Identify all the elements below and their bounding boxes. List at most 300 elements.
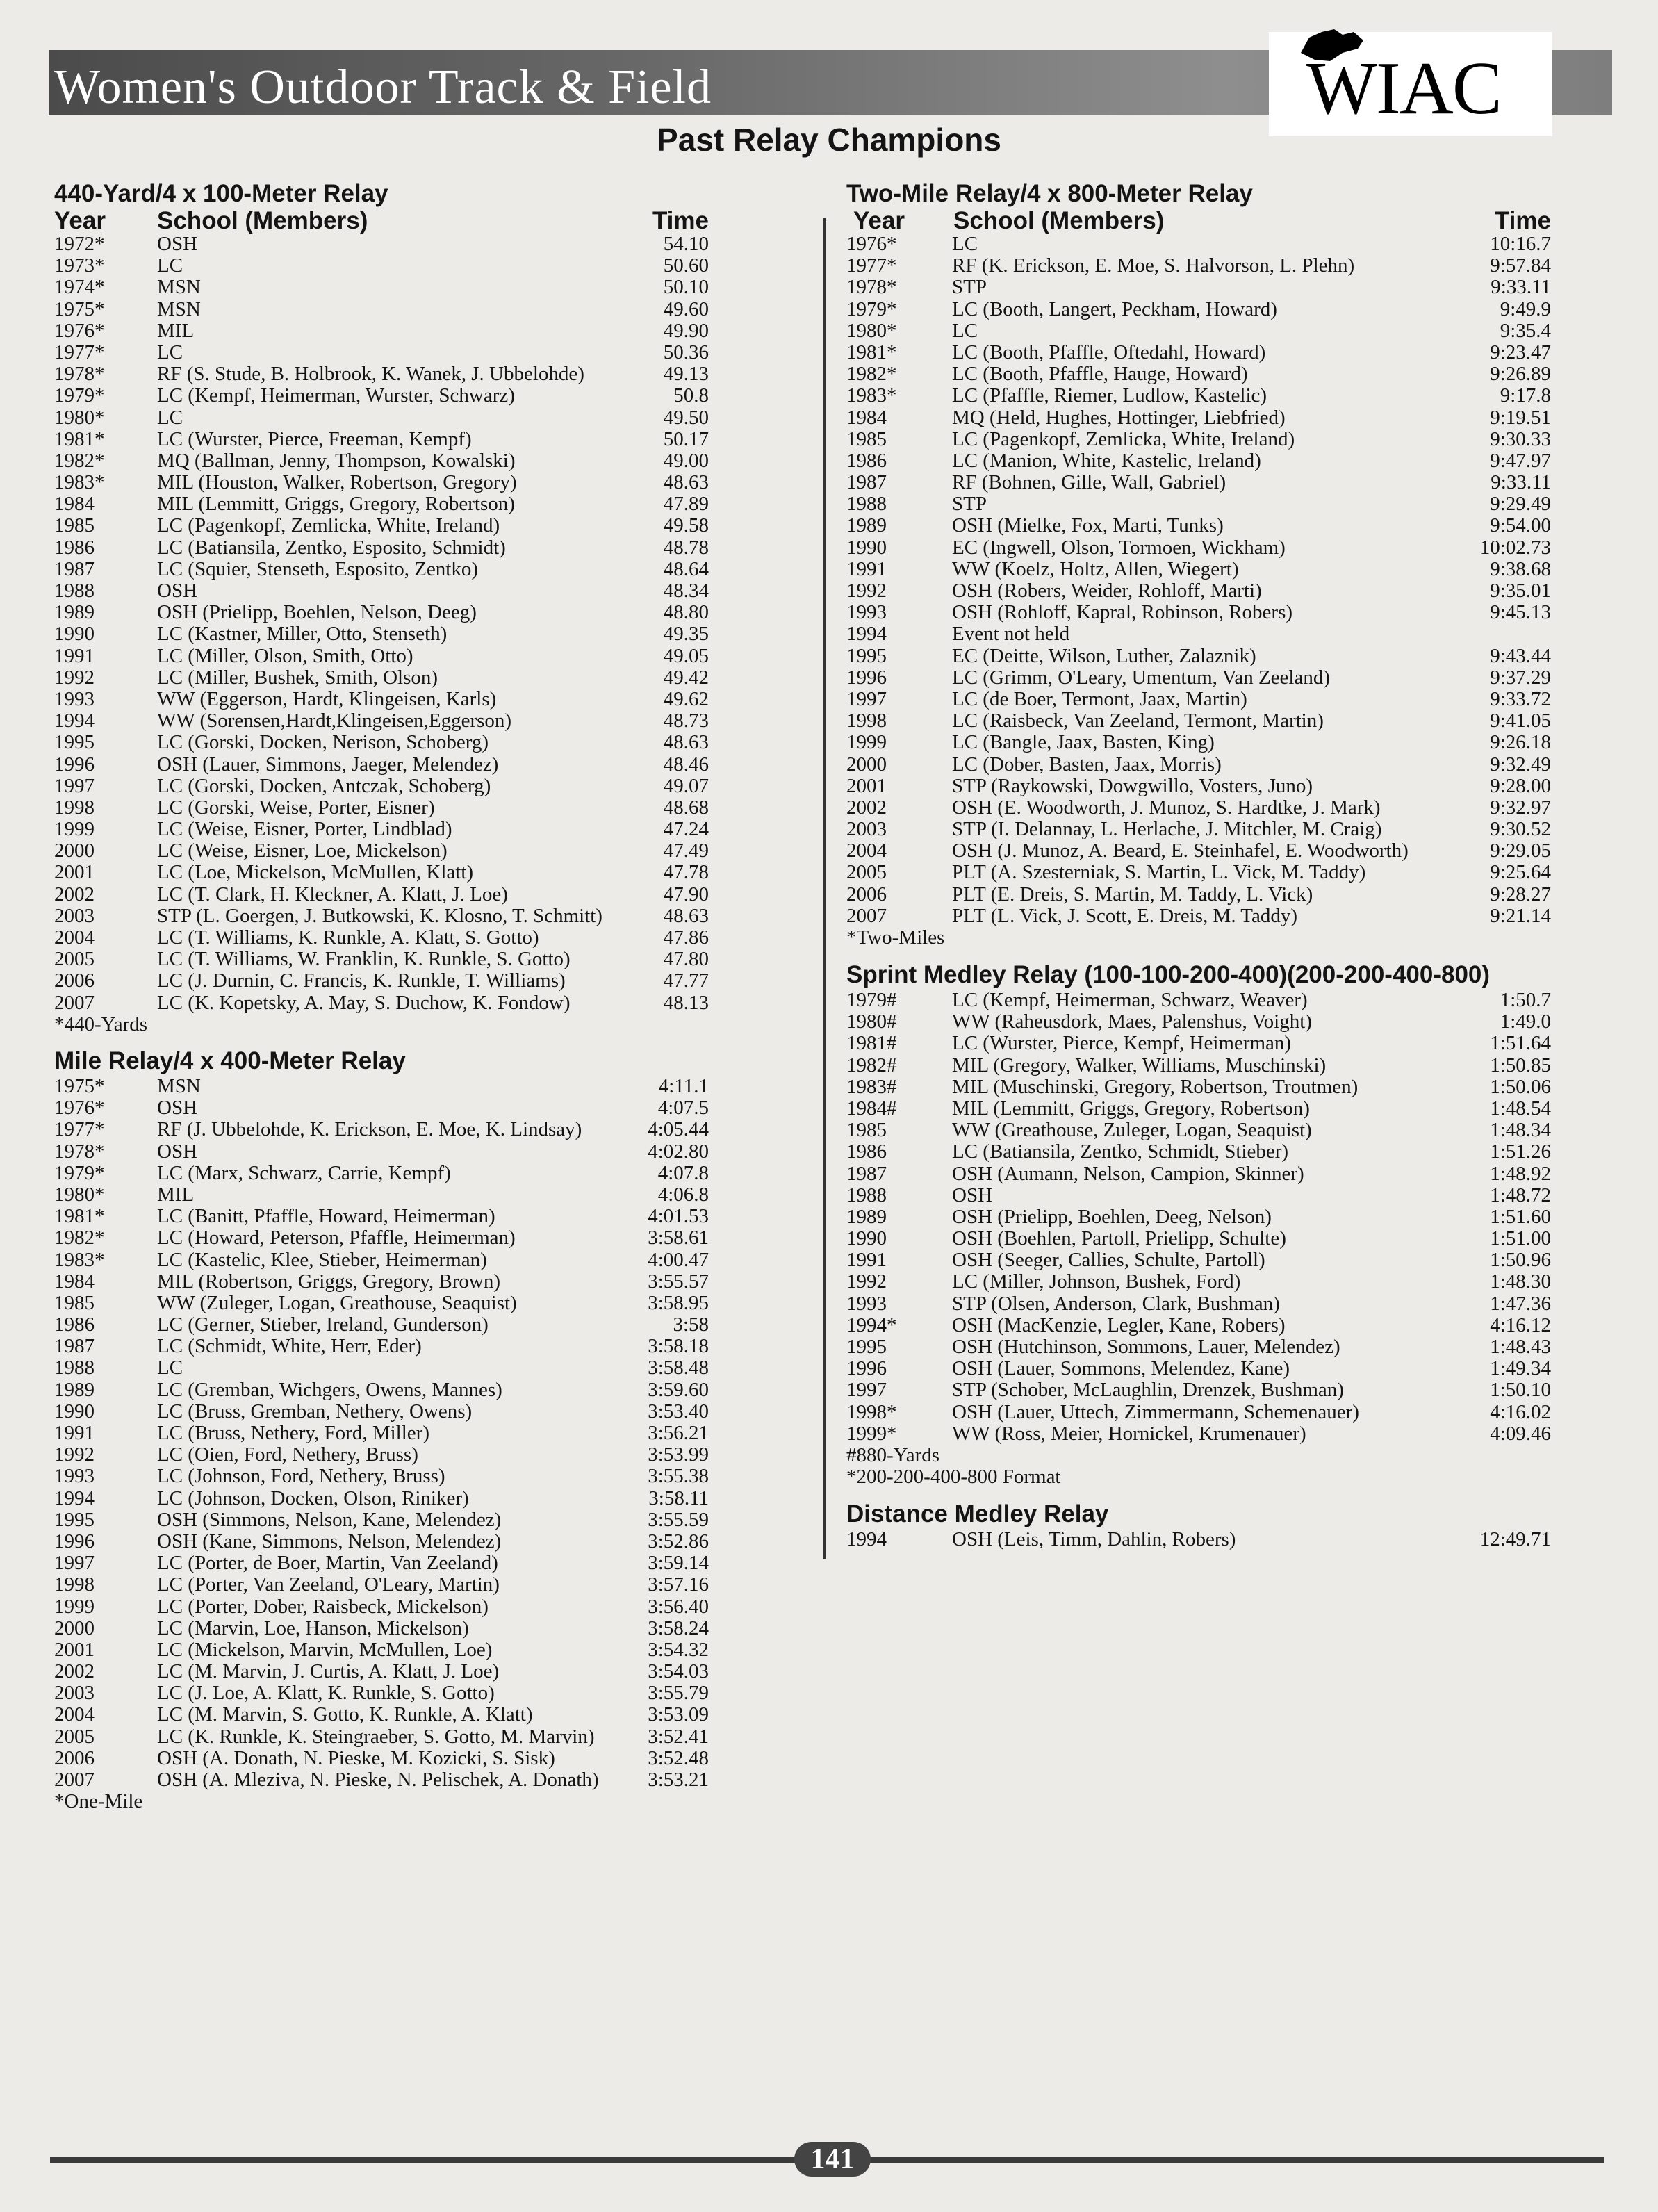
time-cell: 9:29.05: [1490, 839, 1551, 862]
year-cell: 1979*: [54, 384, 105, 407]
time-cell: 50.10: [663, 276, 709, 299]
table-row: [54, 1661, 709, 1682]
school-cell: OSH: [157, 1097, 198, 1120]
time-cell: 9:57.84: [1490, 254, 1551, 277]
school-cell: LC (M. Marvin, J. Curtis, A. Klatt, J. Loe): [157, 1660, 500, 1683]
year-cell: 1994: [846, 1528, 887, 1550]
time-cell: 12:49.71: [1479, 1528, 1551, 1550]
table-row: [846, 537, 1551, 559]
school-cell: MQ (Held, Hughes, Hottinger, Liebfried): [952, 406, 1286, 429]
table-row: [846, 990, 1551, 1011]
year-cell: 1993: [54, 1465, 95, 1488]
year-cell: 1998: [846, 710, 887, 732]
year-cell: 1991: [846, 557, 887, 580]
table-row: [846, 689, 1551, 710]
school-cell: OSH (Hutchinson, Sommons, Lauer, Melendez): [952, 1336, 1340, 1358]
year-cell: 1986: [846, 449, 887, 472]
table-row: [846, 1055, 1551, 1076]
time-cell: 9:47.97: [1490, 449, 1551, 472]
time-cell: 9:33.72: [1490, 687, 1551, 710]
school-cell: RF (K. Erickson, E. Moe, S. Halvorson, L. Plehn): [952, 254, 1355, 277]
year-cell: 1992: [846, 580, 887, 602]
school-cell: LC (Wurster, Pierce, Freeman, Kempf): [157, 427, 472, 450]
table-row: [846, 1402, 1551, 1423]
year-cell: 2006: [846, 883, 887, 906]
table-row: [846, 1293, 1551, 1315]
table-row: [846, 255, 1551, 277]
year-cell: 1986: [54, 1313, 95, 1336]
table-row: [846, 407, 1551, 429]
school-cell: STP (Olsen, Anderson, Clark, Bushman): [952, 1292, 1280, 1315]
year-cell: 2002: [54, 883, 95, 906]
year-cell: 2000: [54, 1616, 95, 1639]
table-row: [846, 1228, 1551, 1250]
table-row: [846, 646, 1551, 667]
time-cell: 9:45.13: [1490, 601, 1551, 624]
school-cell: Event not held: [952, 623, 1070, 646]
school-cell: LC (Gremban, Wichgers, Owens, Mannes): [157, 1378, 502, 1401]
year-cell: 2000: [54, 839, 95, 862]
school-cell: STP (I. Delannay, L. Herlache, J. Mitchler, M. Craig): [952, 818, 1382, 841]
time-cell: 48.34: [663, 580, 709, 602]
time-cell: 48.73: [663, 710, 709, 732]
time-cell: 9:26.18: [1490, 731, 1551, 754]
table-row: [846, 1336, 1551, 1358]
table-row: [54, 1163, 709, 1184]
table-row: [846, 1120, 1551, 1141]
time-cell: 4:02.80: [648, 1140, 709, 1163]
year-cell: 1999: [54, 1595, 95, 1618]
year-cell: 2005: [846, 861, 887, 884]
year-cell: 1988: [54, 580, 95, 602]
time-cell: 3:53.40: [648, 1400, 709, 1423]
section-title: Mile Relay/4 x 400-Meter Relay: [54, 1047, 406, 1074]
footnote: *200-200-400-800 Format: [846, 1465, 1061, 1488]
time-cell: 1:49.34: [1490, 1357, 1551, 1380]
school-cell: WW (Ross, Meier, Hornickel, Krumenauer): [952, 1422, 1306, 1445]
table-row: [54, 1227, 709, 1249]
school-cell: WW (Zuleger, Logan, Greathouse, Seaquist): [157, 1291, 517, 1314]
year-cell: 1976*: [54, 319, 105, 342]
time-cell: 10:02.73: [1479, 536, 1551, 559]
table-row: [846, 1011, 1551, 1033]
school-cell: LC (K. Kopetsky, A. May, S. Duchow, K. Fondow): [157, 991, 571, 1014]
year-cell: 1996: [846, 666, 887, 689]
table-row: [846, 580, 1551, 602]
table-row: [54, 299, 709, 320]
table-row: [54, 1509, 709, 1531]
table-row: [54, 1293, 709, 1314]
time-cell: 3:56.21: [648, 1422, 709, 1444]
time-cell: 4:16.02: [1490, 1400, 1551, 1423]
school-cell: STP: [952, 276, 987, 299]
school-cell: LC (Weise, Eisner, Porter, Lindblad): [157, 818, 452, 841]
time-cell: 49.50: [663, 406, 709, 429]
year-cell: 1982#: [846, 1054, 897, 1076]
table-row: [54, 363, 709, 385]
time-cell: 4:07.8: [657, 1161, 709, 1184]
table-row: [846, 363, 1551, 385]
year-cell: 1979#: [846, 989, 897, 1011]
school-cell: LC (Gorski, Docken, Nerison, Schoberg): [157, 731, 489, 754]
table-row: [54, 472, 709, 493]
table-row: [846, 1163, 1551, 1185]
time-cell: 1:48.92: [1490, 1162, 1551, 1185]
year-cell: 1988: [846, 493, 887, 516]
distance-medley-rows: [846, 1529, 1551, 1550]
time-cell: 47.78: [663, 861, 709, 884]
year-cell: 1988: [846, 1183, 887, 1206]
time-cell: 3:58.95: [648, 1291, 709, 1314]
school-cell: LC (Kempf, Heimerman, Wurster, Schwarz): [157, 384, 515, 407]
table-row: [54, 493, 709, 515]
school-cell: LC (Miller, Johnson, Bushek, Ford): [952, 1270, 1241, 1293]
school-cell: MIL: [157, 1183, 195, 1206]
time-cell: 9:28.27: [1490, 883, 1551, 906]
year-cell: 1998*: [846, 1400, 897, 1423]
time-cell: 49.35: [663, 623, 709, 646]
year-cell: 1977*: [846, 254, 897, 277]
year-cell: 1972*: [54, 233, 105, 255]
section-title: Distance Medley Relay: [846, 1500, 1109, 1527]
school-cell: LC (Schmidt, White, Herr, Eder): [157, 1335, 422, 1358]
table-row: [54, 1466, 709, 1487]
table-row: [54, 797, 709, 819]
table-row: [54, 1726, 709, 1748]
table-row: [846, 754, 1551, 776]
year-cell: 1978*: [54, 1140, 105, 1163]
time-cell: 48.63: [663, 471, 709, 494]
year-cell: 1983*: [54, 471, 105, 494]
table-row: [54, 1141, 709, 1163]
table-row: [54, 1097, 709, 1119]
year-cell: 1994*: [846, 1313, 897, 1336]
year-cell: 1986: [54, 536, 95, 559]
year-cell: 1989: [846, 514, 887, 537]
time-cell: 48.46: [663, 753, 709, 776]
time-cell: 49.07: [663, 774, 709, 797]
time-cell: 9:54.00: [1490, 514, 1551, 537]
year-cell: 1981*: [846, 341, 897, 363]
table-row: [846, 1315, 1551, 1336]
time-cell: 9:33.11: [1491, 276, 1551, 299]
table-row: [54, 1618, 709, 1639]
table-row: [54, 1184, 709, 1206]
time-cell: 3:55.79: [648, 1682, 709, 1705]
table-row: [846, 234, 1551, 255]
time-cell: 1:51.60: [1490, 1205, 1551, 1228]
time-cell: 48.68: [663, 796, 709, 819]
time-cell: 10:16.7: [1490, 233, 1551, 255]
year-cell: 1994: [846, 623, 887, 646]
school-cell: MIL (Gregory, Walker, Williams, Muschinski): [952, 1054, 1327, 1076]
school-cell: MIL (Muschinski, Gregory, Robertson, Troutmen): [952, 1075, 1359, 1098]
school-cell: LC: [952, 233, 978, 255]
time-cell: 47.80: [663, 948, 709, 971]
time-cell: 9:33.11: [1491, 471, 1551, 494]
year-cell: 1976*: [54, 1097, 105, 1120]
year-cell: 1991: [54, 1422, 95, 1444]
school-cell: PLT (A. Szesterniak, S. Martin, L. Vick, M. Taddy): [952, 861, 1366, 884]
year-cell: 1985: [846, 1119, 887, 1142]
table-row: [846, 342, 1551, 363]
time-cell: 1:50.10: [1490, 1379, 1551, 1402]
school-cell: OSH: [952, 1183, 993, 1206]
school-cell: LC (Gorski, Docken, Antczak, Schoberg): [157, 774, 491, 797]
school-cell: LC (Squier, Stenseth, Esposito, Zentko): [157, 557, 478, 580]
school-header: School (Members): [157, 207, 368, 234]
time-cell: 1:48.34: [1490, 1119, 1551, 1142]
table-row: [54, 1423, 709, 1444]
year-cell: 1995: [846, 1336, 887, 1358]
table-row: [846, 1529, 1551, 1550]
school-cell: MSN: [157, 276, 201, 299]
table-row: [846, 1098, 1551, 1120]
year-cell: 1981*: [54, 1205, 105, 1228]
table-row: [54, 732, 709, 753]
section-title: 440-Yard/4 x 100-Meter Relay: [54, 180, 388, 207]
time-cell: 9:38.68: [1490, 557, 1551, 580]
year-cell: 1979*: [54, 1161, 105, 1184]
time-cell: 50.17: [663, 427, 709, 450]
year-cell: 1991: [54, 644, 95, 667]
table-row: [54, 1336, 709, 1357]
school-cell: LC (Mickelson, Marvin, McMullen, Loe): [157, 1638, 493, 1661]
year-cell: 1988: [54, 1357, 95, 1379]
time-cell: 3:56.40: [648, 1595, 709, 1618]
school-cell: MIL: [157, 319, 195, 342]
school-cell: LC (Wurster, Pierce, Kempf, Heimerman): [952, 1032, 1292, 1055]
school-cell: LC: [157, 254, 183, 277]
school-cell: LC (Booth, Pfaffle, Hauge, Howard): [952, 363, 1248, 386]
year-cell: 2003: [54, 904, 95, 927]
year-cell: 1993: [846, 1292, 887, 1315]
year-cell: 1984: [54, 493, 95, 516]
school-cell: LC (Weise, Eisner, Loe, Mickelson): [157, 839, 448, 862]
time-cell: 4:11.1: [658, 1075, 709, 1097]
table-row: [54, 515, 709, 536]
school-cell: OSH (Robers, Weider, Rohloff, Marti): [952, 580, 1262, 602]
table-row: [846, 1250, 1551, 1271]
school-cell: LC (Pagenkopf, Zemlicka, White, Ireland): [157, 514, 500, 537]
school-cell: LC: [157, 406, 183, 429]
table-row: [54, 1444, 709, 1466]
table-row: [54, 1704, 709, 1726]
year-cell: 2004: [54, 926, 95, 949]
table-row: [54, 1076, 709, 1097]
year-cell: 2003: [54, 1682, 95, 1705]
table-row: [846, 1206, 1551, 1228]
time-cell: 3:55.59: [648, 1508, 709, 1531]
time-cell: 9:41.05: [1490, 710, 1551, 732]
table-row: [846, 385, 1551, 407]
year-header: Year: [853, 207, 905, 234]
time-cell: 3:58.48: [648, 1357, 709, 1379]
year-cell: 2001: [54, 1638, 95, 1661]
school-cell: OSH (Rohloff, Kapral, Robinson, Robers): [952, 601, 1293, 624]
time-cell: 1:48.72: [1490, 1183, 1551, 1206]
table-row: [846, 320, 1551, 342]
school-cell: MIL (Lemmitt, Griggs, Gregory, Robertson): [952, 1097, 1310, 1120]
school-cell: LC (Porter, Dober, Raisbeck, Mickelson): [157, 1595, 489, 1618]
year-cell: 1984: [846, 406, 887, 429]
year-cell: 1975*: [54, 1075, 105, 1097]
time-cell: 9:26.89: [1490, 363, 1551, 386]
school-cell: LC (de Boer, Termont, Jaax, Martin): [952, 687, 1247, 710]
time-cell: 50.60: [663, 254, 709, 277]
time-cell: 1:51.64: [1490, 1032, 1551, 1055]
table-row: [54, 1553, 709, 1574]
relay-100m-rows: [54, 234, 709, 1035]
school-header: School (Members): [953, 207, 1165, 234]
year-cell: 1986: [846, 1140, 887, 1163]
table-row: [54, 970, 709, 992]
year-cell: 1982*: [54, 449, 105, 472]
time-cell: 47.89: [663, 493, 709, 516]
school-cell: LC (Bruss, Gremban, Nethery, Owens): [157, 1400, 473, 1423]
sprint-medley-rows: [846, 990, 1551, 1488]
table-row: [54, 949, 709, 970]
year-cell: 1999: [846, 731, 887, 754]
school-cell: RF (Bohnen, Gille, Wall, Gabriel): [952, 471, 1226, 494]
time-cell: 47.24: [663, 818, 709, 841]
table-row: [54, 1401, 709, 1423]
time-cell: 3:59.60: [648, 1378, 709, 1401]
time-cell: 9:32.97: [1490, 796, 1551, 819]
table-row: [54, 1769, 709, 1791]
time-cell: 48.78: [663, 536, 709, 559]
time-cell: 9:25.64: [1490, 861, 1551, 884]
year-cell: 1978*: [846, 276, 897, 299]
table-row: [54, 1682, 709, 1704]
school-cell: LC (Dober, Basten, Jaax, Morris): [952, 753, 1222, 776]
table-row: [54, 710, 709, 732]
time-cell: 1:48.54: [1490, 1097, 1551, 1120]
time-cell: 49.90: [663, 319, 709, 342]
table-row: [54, 1271, 709, 1293]
time-cell: 4:07.5: [657, 1097, 709, 1120]
time-cell: 3:55.57: [648, 1270, 709, 1293]
table-row: [846, 277, 1551, 298]
school-cell: OSH: [157, 1140, 198, 1163]
table-row: [846, 450, 1551, 472]
time-cell: 3:58.61: [648, 1227, 709, 1250]
year-cell: 1997: [846, 687, 887, 710]
time-cell: 47.90: [663, 883, 709, 906]
school-cell: OSH (Lauer, Uttech, Zimmermann, Schemenauer): [952, 1400, 1359, 1423]
time-cell: 1:50.85: [1490, 1054, 1551, 1076]
school-cell: OSH (Aumann, Nelson, Campion, Skinner): [952, 1162, 1304, 1185]
year-cell: 2006: [54, 1746, 95, 1769]
year-cell: 1996: [54, 753, 95, 776]
table-row: [54, 1314, 709, 1336]
year-header: Year: [54, 207, 106, 234]
school-cell: MIL (Lemmitt, Griggs, Gregory, Robertson): [157, 493, 515, 516]
school-cell: LC (Bangle, Jaax, Basten, King): [952, 731, 1215, 754]
year-cell: 1983*: [846, 384, 897, 407]
school-cell: OSH (A. Donath, N. Pieske, M. Kozicki, S. Sisk): [157, 1746, 555, 1769]
year-cell: 2001: [846, 774, 887, 797]
table-row: [846, 429, 1551, 450]
year-cell: 1977*: [54, 341, 105, 363]
sprint-medley-section: [846, 960, 1551, 1488]
year-cell: 1997: [54, 1552, 95, 1575]
school-cell: LC (Pfaffle, Riemer, Ludlow, Kastelic): [952, 384, 1267, 407]
year-cell: 1987: [846, 471, 887, 494]
time-cell: 49.00: [663, 449, 709, 472]
year-cell: 1981#: [846, 1032, 897, 1055]
school-cell: OSH (Boehlen, Partoll, Prielipp, Schulte): [952, 1227, 1286, 1250]
footnote: *One-Mile: [54, 1790, 143, 1813]
table-row: [54, 819, 709, 840]
year-cell: 1992: [846, 1270, 887, 1293]
time-cell: 1:47.36: [1490, 1292, 1551, 1315]
table-row: [846, 1185, 1551, 1206]
year-cell: 1997: [846, 1379, 887, 1402]
year-cell: 1996: [54, 1530, 95, 1553]
school-cell: LC: [157, 341, 183, 363]
year-cell: 1993: [846, 601, 887, 624]
table-row: [54, 623, 709, 645]
school-cell: LC (Johnson, Docken, Olson, Riniker): [157, 1486, 469, 1509]
table-row: [54, 906, 709, 927]
relay-100m-section: [54, 179, 709, 1035]
footnote: *Two-Miles: [846, 926, 945, 949]
school-cell: STP (Schober, McLaughlin, Drenzek, Bushman): [952, 1379, 1344, 1402]
school-cell: LC (K. Runkle, K. Steingraeber, S. Gotto, M. Marvin): [157, 1725, 595, 1748]
school-cell: LC (Miller, Olson, Smith, Otto): [157, 644, 413, 667]
school-cell: OSH (Lauer, Sommons, Melendez, Kane): [952, 1357, 1290, 1380]
time-cell: 49.05: [663, 644, 709, 667]
time-cell: 9:30.33: [1490, 427, 1551, 450]
time-cell: 3:52.41: [648, 1725, 709, 1748]
table-row: [846, 1379, 1551, 1401]
school-cell: OSH (Prielipp, Boehlen, Deeg, Nelson): [952, 1205, 1272, 1228]
time-cell: 47.77: [663, 969, 709, 992]
table-row: [54, 429, 709, 450]
year-cell: 1979*: [846, 297, 897, 320]
school-cell: LC (Howard, Peterson, Pfaffle, Heimerman): [157, 1227, 516, 1250]
time-cell: 9:17.8: [1500, 384, 1551, 407]
school-cell: LC (Batiansila, Zentko, Schmidt, Stieber): [952, 1140, 1289, 1163]
year-cell: 2007: [846, 904, 887, 927]
school-cell: OSH (MacKenzie, Legler, Kane, Robers): [952, 1313, 1286, 1336]
time-cell: 3:53.21: [648, 1769, 709, 1791]
school-cell: LC (Manion, White, Kastelic, Ireland): [952, 449, 1261, 472]
school-cell: LC (Kempf, Heimerman, Schwarz, Weaver): [952, 989, 1308, 1011]
time-cell: 3:58.18: [648, 1335, 709, 1358]
time-header: Time: [1494, 207, 1551, 234]
school-cell: LC (Bruss, Nethery, Ford, Miller): [157, 1422, 429, 1444]
table-row: [54, 1206, 709, 1227]
year-cell: 1990: [54, 1400, 95, 1423]
banner-title: Women's Outdoor Track & Field: [54, 60, 712, 114]
table-row: [846, 1271, 1551, 1293]
year-cell: 1982*: [54, 1227, 105, 1250]
school-cell: LC: [157, 1357, 183, 1379]
school-cell: WW (Eggerson, Hardt, Klingeisen, Karls): [157, 687, 497, 710]
school-cell: OSH (J. Munoz, A. Beard, E. Steinhafel, E. Woodworth): [952, 839, 1409, 862]
table-row: [54, 450, 709, 472]
school-cell: LC (Booth, Langert, Peckham, Howard): [952, 297, 1277, 320]
year-cell: 1985: [54, 1291, 95, 1314]
table-row: [54, 559, 709, 580]
year-cell: 2002: [54, 1660, 95, 1683]
relay-mile-rows: [54, 1076, 709, 1812]
school-cell: MQ (Ballman, Jenny, Thompson, Kowalski): [157, 449, 516, 472]
time-cell: 3:52.48: [648, 1746, 709, 1769]
table-row: [54, 385, 709, 407]
